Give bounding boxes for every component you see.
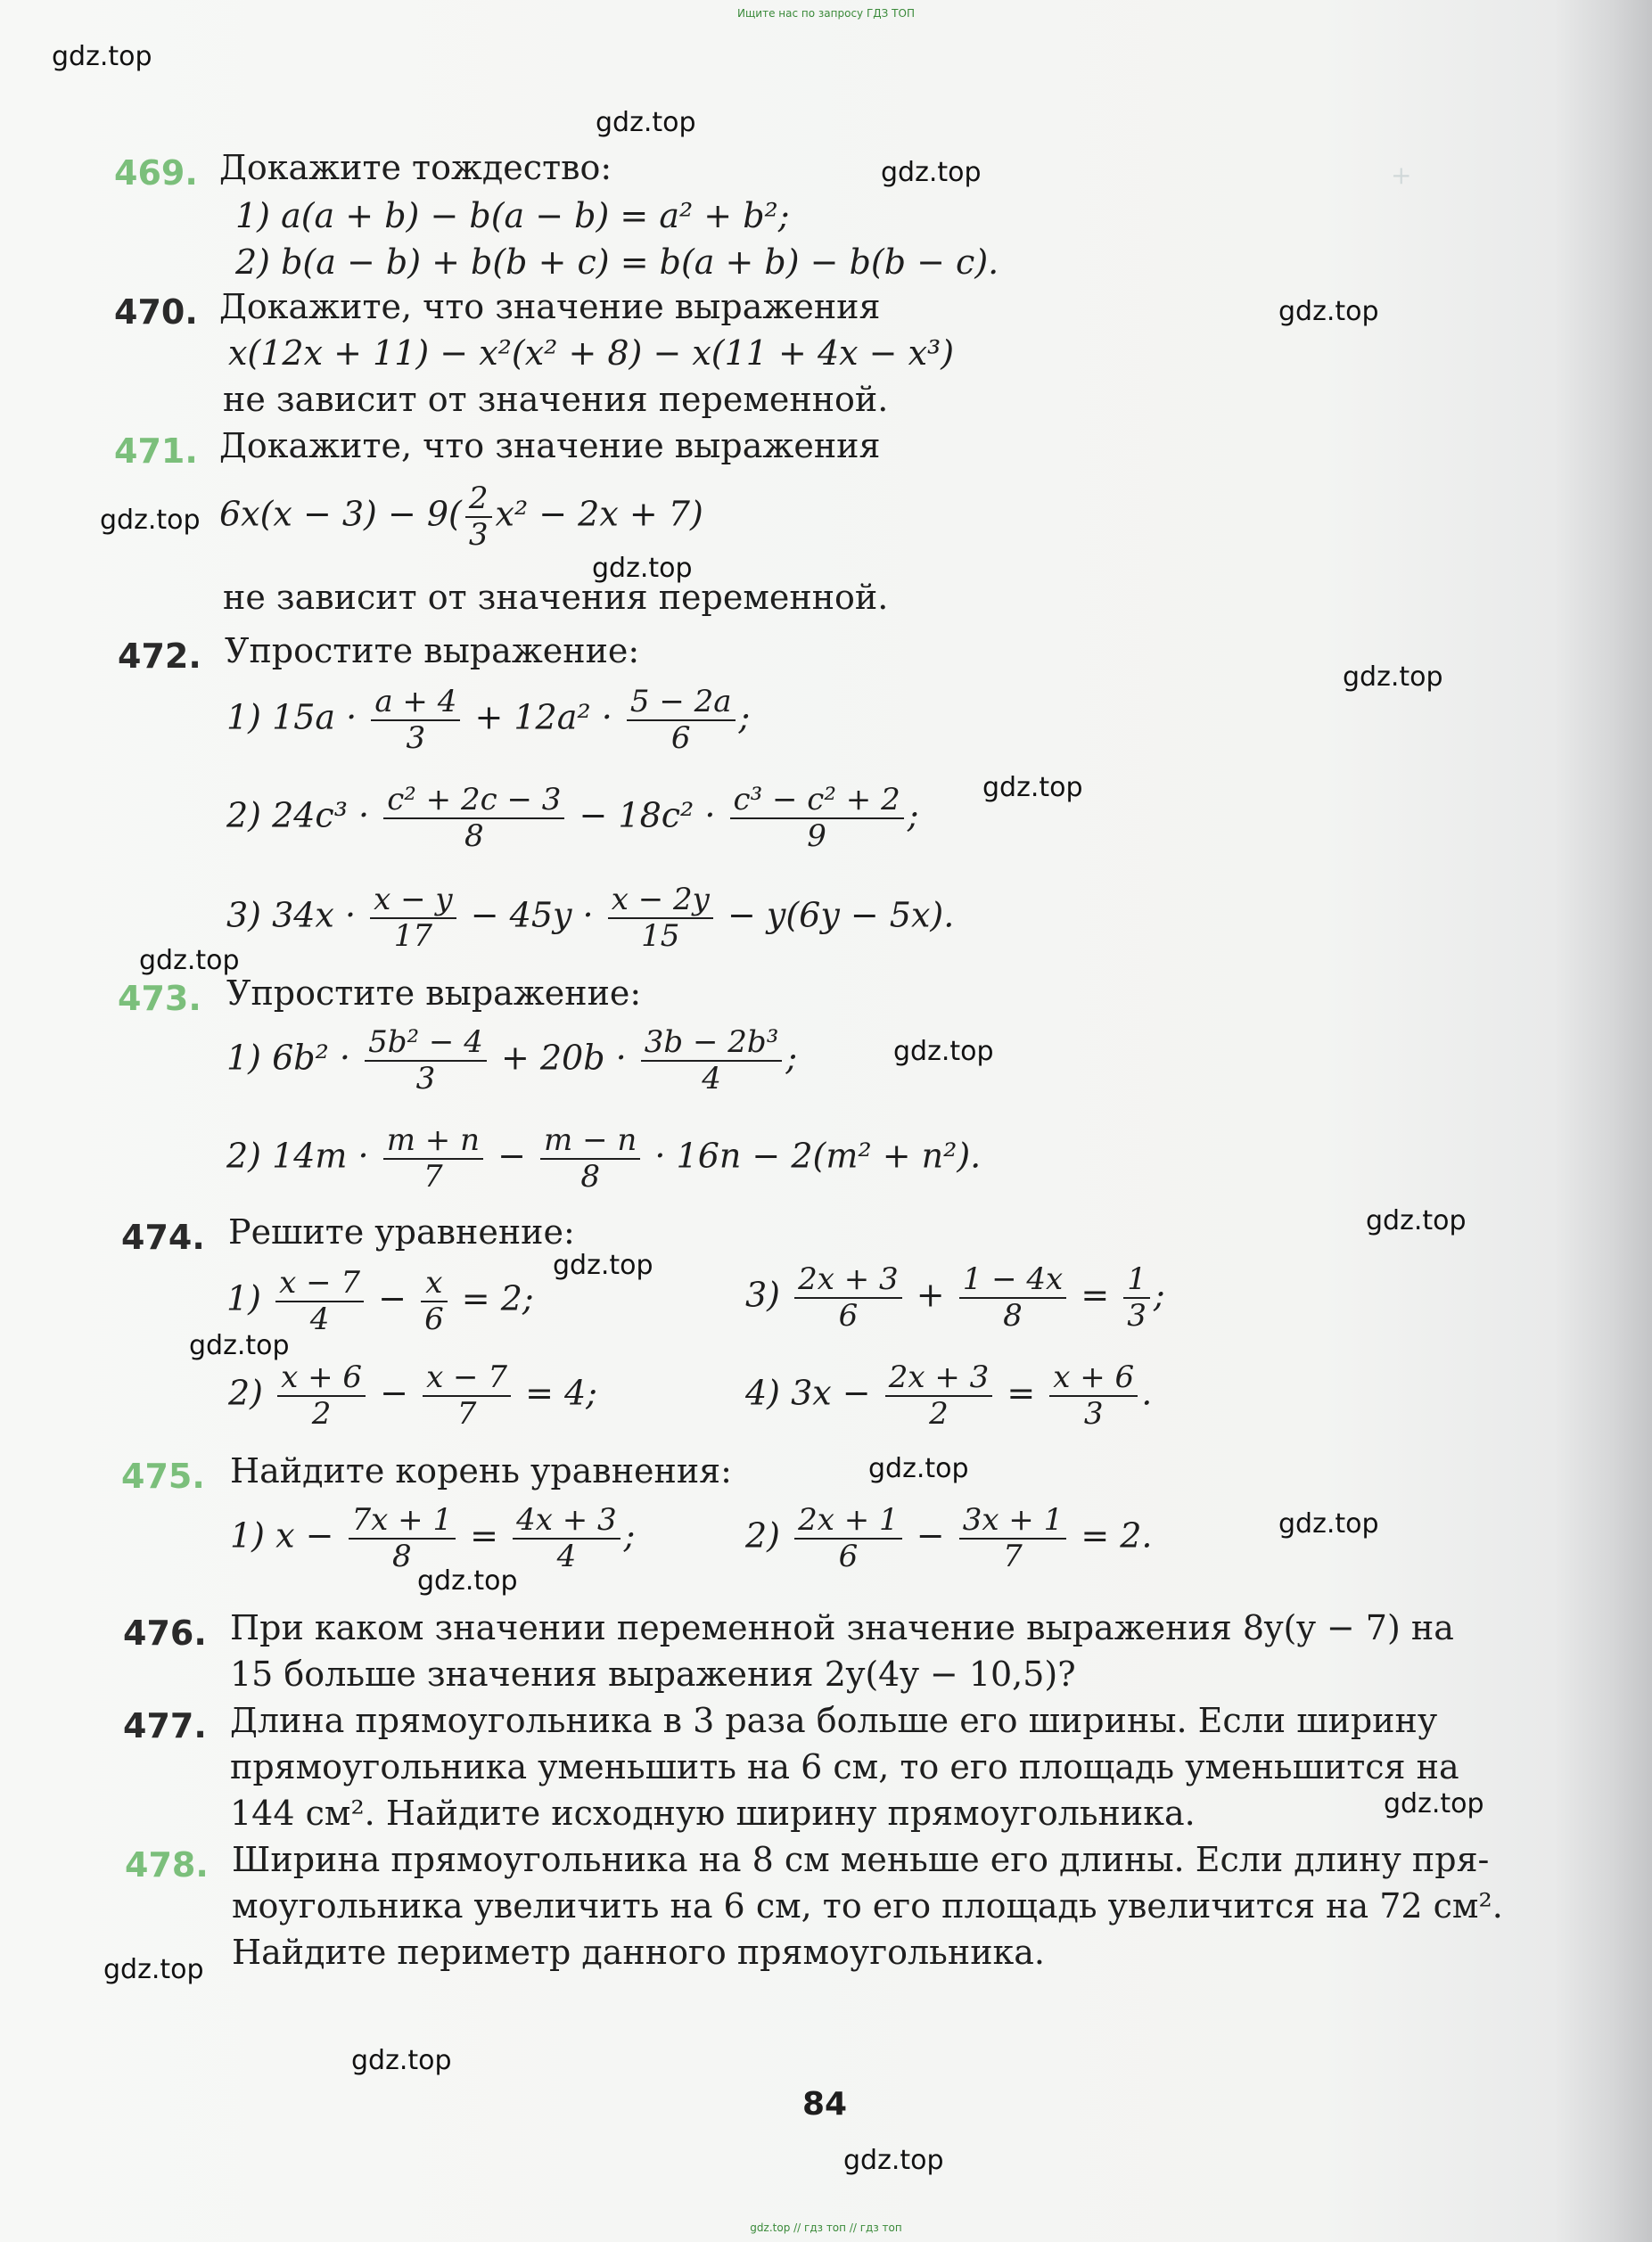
numerator: x + 6 bbox=[1049, 1360, 1138, 1397]
fraction bbox=[959, 1262, 1067, 1334]
equation-label: 3) bbox=[745, 1275, 781, 1315]
denominator: 8 bbox=[1003, 1298, 1023, 1335]
fraction bbox=[349, 1503, 456, 1574]
watermark[interactable]: gdz.top bbox=[843, 2145, 944, 2176]
problem-number: 471. bbox=[114, 431, 198, 471]
watermark[interactable]: gdz.top bbox=[596, 107, 696, 138]
watermark[interactable]: gdz.top bbox=[1366, 1205, 1467, 1236]
numerator: m − n bbox=[540, 1123, 640, 1160]
watermark[interactable]: gdz.top bbox=[139, 945, 240, 976]
equation-part: = 4; bbox=[525, 1373, 597, 1413]
expression-part: 1) 6b² · bbox=[226, 1038, 350, 1078]
equation-label: 4) 3x − bbox=[745, 1373, 871, 1413]
numerator: 3b − 2b³ bbox=[641, 1025, 783, 1062]
operator: − bbox=[380, 1373, 408, 1413]
equation-part: ; bbox=[623, 1515, 636, 1556]
fraction bbox=[365, 1025, 487, 1096]
equation bbox=[226, 1266, 534, 1337]
denominator: 2 bbox=[311, 1396, 332, 1433]
fraction bbox=[794, 1503, 902, 1574]
denominator: 7 bbox=[456, 1396, 477, 1433]
fraction bbox=[421, 1266, 448, 1337]
expression-part: ; bbox=[785, 1038, 798, 1078]
problem-text: При каком значении переменной значение выражения 8y(y − 7) на bbox=[230, 1608, 1454, 1647]
denominator: 6 bbox=[838, 1539, 859, 1575]
expression-part: 1) 15a · bbox=[226, 697, 358, 737]
fraction bbox=[371, 685, 460, 756]
expression-part: 3) 34x · bbox=[226, 895, 357, 935]
fraction bbox=[627, 685, 736, 756]
numerator: 4x + 3 bbox=[513, 1503, 621, 1540]
denominator: 6 bbox=[424, 1302, 444, 1338]
problem-number: 476. bbox=[123, 1614, 207, 1653]
expression-part: + 20b · bbox=[500, 1038, 627, 1078]
watermark[interactable]: gdz.top bbox=[868, 1453, 969, 1484]
expression-part: − bbox=[497, 1136, 526, 1176]
numerator: 2x + 1 bbox=[794, 1503, 902, 1540]
numerator: x − y bbox=[370, 883, 456, 919]
problem-title: Докажите, что значение выражения bbox=[219, 287, 881, 326]
watermark[interactable]: gdz.top bbox=[553, 1250, 653, 1281]
fraction bbox=[608, 883, 713, 954]
problem-title: Докажите, что значение выражения bbox=[219, 426, 881, 465]
watermark[interactable]: gdz.top bbox=[52, 41, 152, 72]
numerator: 2 bbox=[465, 481, 492, 518]
problem-number: 474. bbox=[121, 1218, 205, 1257]
watermark[interactable]: gdz.top bbox=[1384, 1788, 1484, 1819]
equation bbox=[745, 1262, 1165, 1334]
operator: = bbox=[1081, 1275, 1110, 1315]
fraction bbox=[465, 481, 492, 553]
equation-label: 2) bbox=[228, 1373, 264, 1413]
watermark[interactable]: gdz.top bbox=[100, 505, 201, 536]
expression-part: ; bbox=[738, 697, 751, 737]
page-number: 84 bbox=[802, 2086, 848, 2123]
fraction bbox=[1123, 1262, 1150, 1334]
expression-part: ; bbox=[907, 795, 919, 835]
fraction bbox=[423, 1360, 511, 1432]
equation-part: = 2. bbox=[1081, 1515, 1153, 1556]
expression bbox=[219, 481, 703, 553]
equation-part: ; bbox=[1153, 1275, 1165, 1315]
watermark[interactable]: gdz.top bbox=[417, 1565, 518, 1597]
problem-text: Длина прямоугольника в 3 раза больше его ширины. Если ширину bbox=[230, 1701, 1438, 1740]
fraction bbox=[730, 783, 904, 854]
operator: − bbox=[378, 1278, 407, 1318]
denominator: 17 bbox=[393, 918, 432, 955]
numerator: 5b² − 4 bbox=[365, 1025, 487, 1062]
watermark[interactable]: gdz.top bbox=[1343, 661, 1443, 693]
numerator: x − 2y bbox=[608, 883, 713, 919]
watermark[interactable]: gdz.top bbox=[189, 1330, 290, 1361]
watermark[interactable]: gdz.top bbox=[881, 157, 982, 188]
expression: x(12x + 11) − x²(x² + 8) − x(11 + 4x − x³) bbox=[228, 333, 955, 373]
expression-part: − 45y · bbox=[470, 895, 594, 935]
watermark[interactable]: gdz.top bbox=[1278, 296, 1379, 327]
expression-part: x² − 2x + 7) bbox=[495, 494, 703, 534]
problem-title: Решите уравнение: bbox=[228, 1212, 575, 1252]
problem-number: 472. bbox=[118, 636, 201, 676]
numerator: x − 7 bbox=[275, 1266, 364, 1302]
equation-part: . bbox=[1141, 1373, 1153, 1413]
denominator: 4 bbox=[702, 1061, 721, 1097]
problem-text: моугольника увеличить на 6 см, то его площадь увеличится на 72 см². bbox=[232, 1886, 1503, 1926]
watermark[interactable]: gdz.top bbox=[592, 553, 693, 584]
numerator: 3x + 1 bbox=[959, 1503, 1067, 1540]
problem-number: 473. bbox=[118, 979, 201, 1018]
fraction bbox=[641, 1025, 783, 1096]
numerator: x + 6 bbox=[277, 1360, 366, 1397]
equation-label: 1) x − bbox=[230, 1515, 334, 1556]
watermark[interactable]: gdz.top bbox=[1278, 1508, 1379, 1540]
denominator: 8 bbox=[391, 1539, 412, 1575]
problem-number: 477. bbox=[123, 1706, 207, 1745]
denominator: 3 bbox=[468, 517, 489, 554]
denominator: 4 bbox=[556, 1539, 577, 1575]
problem-tail: не зависит от значения переменной. bbox=[223, 380, 889, 419]
watermark[interactable]: gdz.top bbox=[103, 1954, 204, 1985]
fraction bbox=[513, 1503, 621, 1574]
fraction bbox=[959, 1503, 1067, 1574]
denominator: 8 bbox=[464, 818, 484, 855]
fraction bbox=[277, 1360, 366, 1432]
operator: − bbox=[916, 1515, 945, 1556]
equation-label: 2) bbox=[745, 1515, 781, 1556]
problem-number: 470. bbox=[114, 292, 198, 332]
fraction bbox=[540, 1123, 640, 1195]
operator: = bbox=[1007, 1373, 1036, 1413]
numerator: 1 − 4x bbox=[959, 1262, 1067, 1299]
watermark[interactable]: gdz.top bbox=[982, 772, 1083, 803]
problem-text: Ширина прямоугольника на 8 см меньше его длины. Если длину пря- bbox=[232, 1840, 1490, 1879]
denominator: 2 bbox=[929, 1396, 949, 1433]
fraction bbox=[1049, 1360, 1138, 1432]
equation bbox=[228, 1360, 597, 1432]
problem-number: 478. bbox=[125, 1845, 209, 1885]
expression-part: 2) 14m · bbox=[226, 1136, 369, 1176]
expression-part: · 16n − 2(m² + n²). bbox=[654, 1136, 982, 1176]
problem-tail: не зависит от значения переменной. bbox=[223, 578, 889, 617]
denominator: 3 bbox=[1127, 1298, 1147, 1335]
expression-line bbox=[226, 1123, 981, 1195]
identity-line: 2) b(a − b) + b(b + c) = b(a + b) − b(b − c). bbox=[235, 242, 999, 282]
expression-part: 2) 24c³ · bbox=[226, 795, 370, 835]
denominator: 6 bbox=[838, 1298, 859, 1335]
problem-text: 144 см². Найдите исходную ширину прямоугольника. bbox=[230, 1794, 1196, 1833]
numerator: x − 7 bbox=[423, 1360, 511, 1397]
denominator: 3 bbox=[1083, 1396, 1104, 1433]
denominator: 3 bbox=[415, 1061, 436, 1097]
denominator: 7 bbox=[423, 1159, 443, 1195]
expression-part: − 18c² · bbox=[579, 795, 716, 835]
fraction bbox=[794, 1262, 902, 1334]
numerator: 1 bbox=[1123, 1262, 1150, 1299]
problem-number: 475. bbox=[121, 1457, 205, 1496]
fraction bbox=[885, 1360, 993, 1432]
footer-ad-text[interactable]: gdz.top // гдз топ // гдз топ bbox=[750, 2221, 902, 2234]
expression-line bbox=[226, 1025, 797, 1096]
problem-text: Найдите периметр данного прямоугольника. bbox=[232, 1933, 1045, 1972]
numerator: 7x + 1 bbox=[349, 1503, 456, 1540]
watermark[interactable]: gdz.top bbox=[893, 1036, 994, 1067]
operator: = bbox=[470, 1515, 499, 1556]
denominator: 4 bbox=[309, 1302, 330, 1338]
problem-text: прямоугольника уменьшить на 6 см, то его площадь уменьшится на bbox=[230, 1747, 1459, 1786]
problem-title: Докажите тождество: bbox=[219, 148, 612, 187]
page-edge-shadow bbox=[1554, 0, 1652, 2242]
watermark[interactable]: gdz.top bbox=[351, 2045, 452, 2076]
fraction bbox=[275, 1266, 364, 1337]
numerator: 5 − 2a bbox=[627, 685, 736, 721]
problem-title: Упростите выражение: bbox=[225, 631, 640, 670]
numerator: c³ − c² + 2 bbox=[730, 783, 904, 819]
denominator: 6 bbox=[670, 720, 691, 757]
equation bbox=[745, 1503, 1153, 1574]
problem-number: 469. bbox=[114, 153, 198, 193]
numerator: x bbox=[421, 1266, 448, 1302]
denominator: 9 bbox=[807, 818, 826, 855]
problem-title: Упростите выражение: bbox=[226, 973, 642, 1013]
equation-label: 1) bbox=[226, 1278, 262, 1318]
expression-part: + 12a² · bbox=[474, 697, 612, 737]
denominator: 8 bbox=[580, 1159, 600, 1195]
identity-line: 1) a(a + b) − b(a − b) = a² + b²; bbox=[235, 196, 790, 235]
header-ad-text[interactable]: Ищите нас по запросу ГДЗ ТОП bbox=[737, 7, 915, 20]
numerator: a + 4 bbox=[371, 685, 460, 721]
problem-text: 15 больше значения выражения 2y(4y − 10,5)? bbox=[230, 1655, 1076, 1694]
denominator: 3 bbox=[406, 720, 426, 757]
equation bbox=[230, 1503, 635, 1574]
expression-part: 6x(x − 3) − 9( bbox=[219, 494, 462, 534]
numerator: 2x + 3 bbox=[885, 1360, 993, 1397]
problem-title: Найдите корень уравнения: bbox=[230, 1451, 732, 1491]
operator: + bbox=[916, 1275, 945, 1315]
expression-line bbox=[226, 783, 919, 854]
numerator: c² + 2c − 3 bbox=[383, 783, 564, 819]
numerator: m + n bbox=[383, 1123, 483, 1160]
denominator: 7 bbox=[1003, 1539, 1023, 1575]
fraction bbox=[383, 783, 564, 854]
expression-line bbox=[226, 685, 750, 756]
equation bbox=[745, 1360, 1152, 1432]
denominator: 15 bbox=[641, 918, 680, 955]
fraction bbox=[370, 883, 456, 954]
bleed-through-mark: + bbox=[1391, 160, 1412, 190]
equation-part: = 2; bbox=[461, 1278, 534, 1318]
expression-part: − y(6y − 5x). bbox=[727, 895, 955, 935]
numerator: 2x + 3 bbox=[794, 1262, 902, 1299]
fraction bbox=[383, 1123, 483, 1195]
expression-line bbox=[226, 883, 954, 954]
